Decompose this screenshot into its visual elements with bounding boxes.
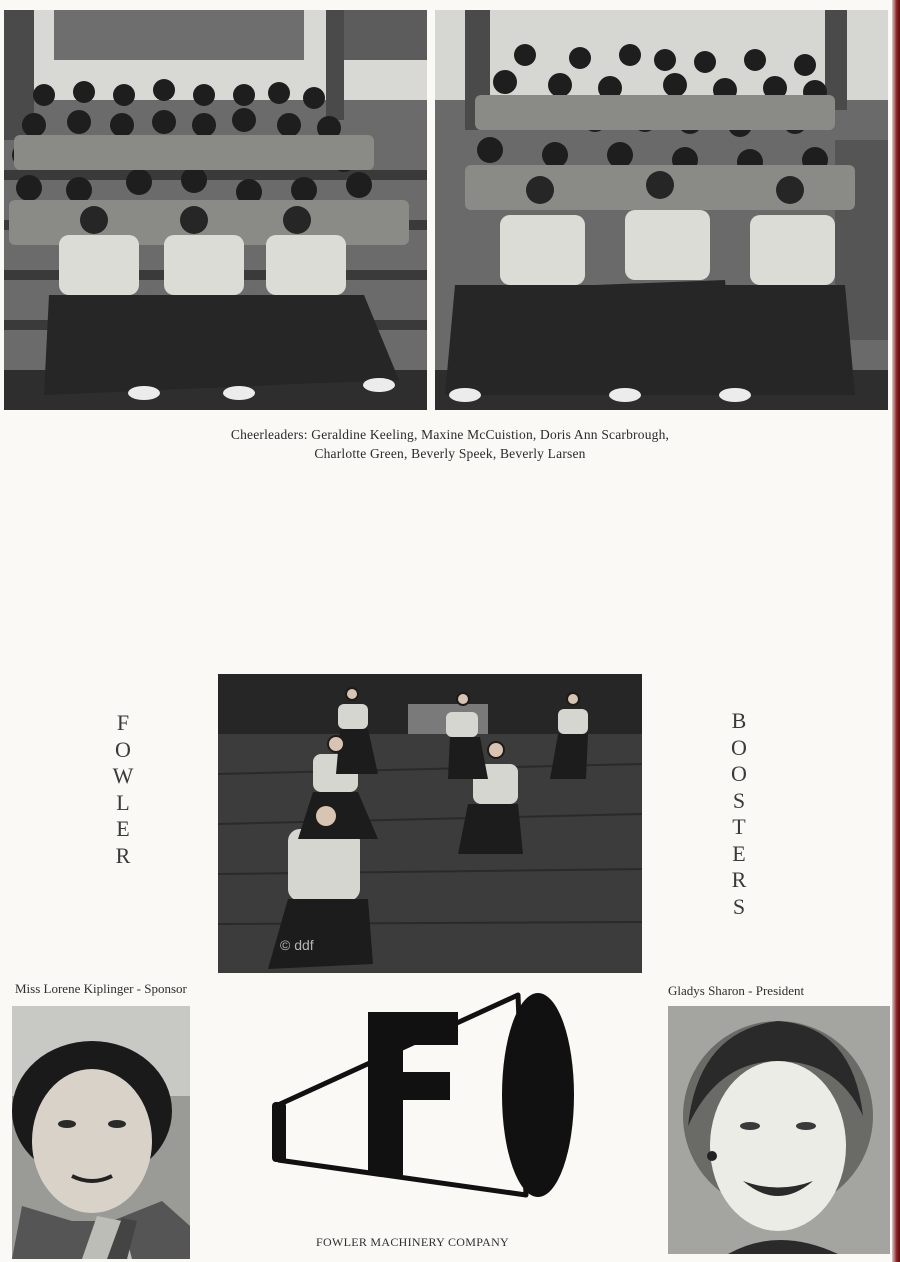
cheerleaders-caption-line-2: Charlotte Green, Beverly Speek, Beverly Larsen [314, 446, 586, 461]
pep-club-photo-left [4, 10, 427, 410]
president-label: Gladys Sharon - President [668, 983, 805, 998]
letter: F [116, 710, 130, 735]
watermark: © ddf [280, 937, 314, 953]
cheerleaders-caption-line-1: Cheerleaders: Geraldine Keeling, Maxine McCuistion, Doris Ann Scarbrough, [230, 427, 670, 442]
letter: L [116, 789, 130, 815]
page-edge [892, 0, 900, 1262]
letter: O [115, 736, 131, 762]
letter: T [732, 814, 746, 839]
letter: S [732, 893, 746, 919]
advertiser-name: FOWLER MACHINERY COMPANY [316, 1235, 510, 1249]
letter: R [731, 867, 747, 892]
letter: O [731, 761, 747, 786]
sponsor-label: Miss Lorene Kiplinger - Sponsor [15, 981, 187, 996]
letter: B [731, 708, 747, 733]
cheerleaders-gym-photo [218, 674, 642, 973]
pep-club-photo-right [435, 10, 888, 410]
megaphone-f-logo-icon [268, 990, 586, 1208]
letter: E [732, 840, 746, 866]
letter: E [116, 816, 130, 841]
letter: W [112, 763, 134, 788]
letter: S [732, 787, 746, 813]
sponsor-portrait [12, 1006, 190, 1259]
vertical-word-boosters [724, 708, 754, 920]
president-portrait [668, 1006, 890, 1254]
vertical-word-fowler [108, 710, 138, 869]
letter: R [115, 842, 131, 868]
letter: O [731, 734, 747, 760]
